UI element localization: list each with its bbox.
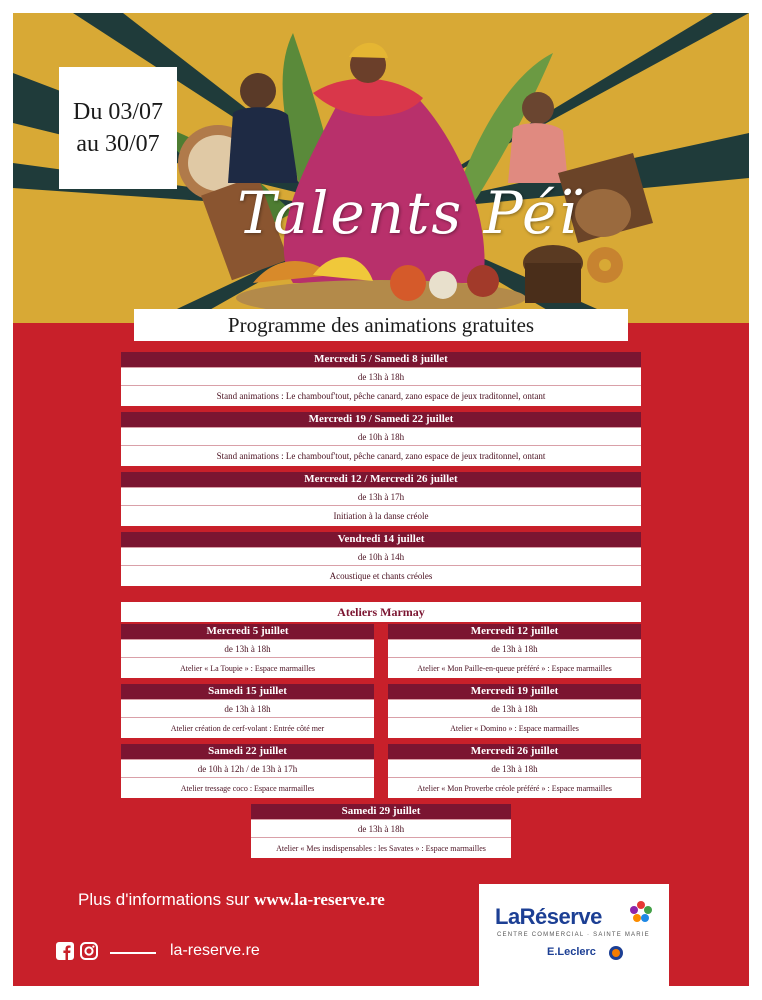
atelier-block [121,624,374,678]
event-title: Talents Péï [237,179,579,247]
atelier-description: Atelier « Mon Proverbe créole préféré » : Espace marmailles [388,777,641,798]
event-time: de 13h à 17h [121,487,641,505]
brand-logo-name: LaRéserve [495,904,602,929]
instagram-icon[interactable] [80,942,98,960]
event-block [121,532,641,586]
atelier-description: Atelier « La Toupie » : Espace marmailles [121,657,374,678]
atelier-date: Samedi 22 juillet [121,744,374,759]
event-date: Vendredi 14 juillet [121,532,641,547]
atelier-block [388,684,641,738]
partner-logo-text: E.Leclerc [547,946,596,958]
atelier-description: Atelier « Domino » : Espace marmailles [388,717,641,738]
program-title: Programme des animations gratuites [134,309,628,341]
event-date: Mercredi 12 / Mercredi 26 juillet [121,472,641,487]
date-end: au 30/07 [76,131,160,157]
atelier-block [388,624,641,678]
event-time: de 10h à 14h [121,547,641,565]
atelier-description: Atelier création de cerf-volant : Entrée côté mer [121,717,374,738]
atelier-description: Atelier « Mon Paille-en-queue préféré » : Espace marmailles [388,657,641,678]
event-description: Initiation à la danse créole [121,505,641,526]
hero-banner [13,13,749,325]
date-range-box [59,67,177,189]
divider-line [110,952,156,954]
more-info-text: Plus d'informations sur [78,890,255,909]
social-icons [56,942,98,960]
atelier-description: Atelier tressage coco : Espace marmailles [121,777,374,798]
atelier-description: Atelier « Mes insdispensables : les Savates » : Espace marmailles [251,837,511,858]
event-block [121,412,641,466]
atelier-time: de 13h à 18h [121,639,374,657]
atelier-date: Mercredi 5 juillet [121,624,374,639]
event-description: Stand animations : Le chambouf'tout, pêche canard, zano espace de jeux traditonnel, ontant [121,385,641,406]
event-date: Mercredi 19 / Samedi 22 juillet [121,412,641,427]
brand-logo-subtitle: CENTRE COMMERCIAL · SAINTE MARIE [497,932,650,938]
atelier-time: de 10h à 12h / de 13h à 17h [121,759,374,777]
atelier-time: de 13h à 18h [388,759,641,777]
atelier-date: Mercredi 19 juillet [388,684,641,699]
atelier-time: de 13h à 18h [251,819,511,837]
atelier-date: Samedi 29 juillet [251,804,511,819]
event-block [121,352,641,406]
more-info-link[interactable]: www.la-reserve.re [254,890,385,909]
atelier-block [388,744,641,798]
event-description: Acoustique et chants créoles [121,565,641,586]
date-start: Du 03/07 [73,99,163,125]
facebook-icon[interactable] [56,942,74,960]
atelier-block [251,804,511,858]
atelier-date: Samedi 15 juillet [121,684,374,699]
flower-logo-icon [629,900,653,924]
event-block [121,472,641,526]
leclerc-logo-icon [609,946,623,960]
event-time: de 13h à 18h [121,367,641,385]
atelier-time: de 13h à 18h [388,699,641,717]
event-date: Mercredi 5 / Samedi 8 juillet [121,352,641,367]
atelier-block [121,684,374,738]
more-info-line [78,890,385,910]
event-description: Stand animations : Le chambouf'tout, pêche canard, zano espace de jeux traditonnel, ontant [121,445,641,466]
atelier-time: de 13h à 18h [388,639,641,657]
atelier-time: de 13h à 18h [121,699,374,717]
ateliers-title: Ateliers Marmay [121,602,641,622]
event-time: de 10h à 18h [121,427,641,445]
atelier-date: Mercredi 26 juillet [388,744,641,759]
brand-logo-box [479,884,669,988]
atelier-date: Mercredi 12 juillet [388,624,641,639]
website-link[interactable]: la-reserve.re [170,942,260,959]
atelier-block [121,744,374,798]
